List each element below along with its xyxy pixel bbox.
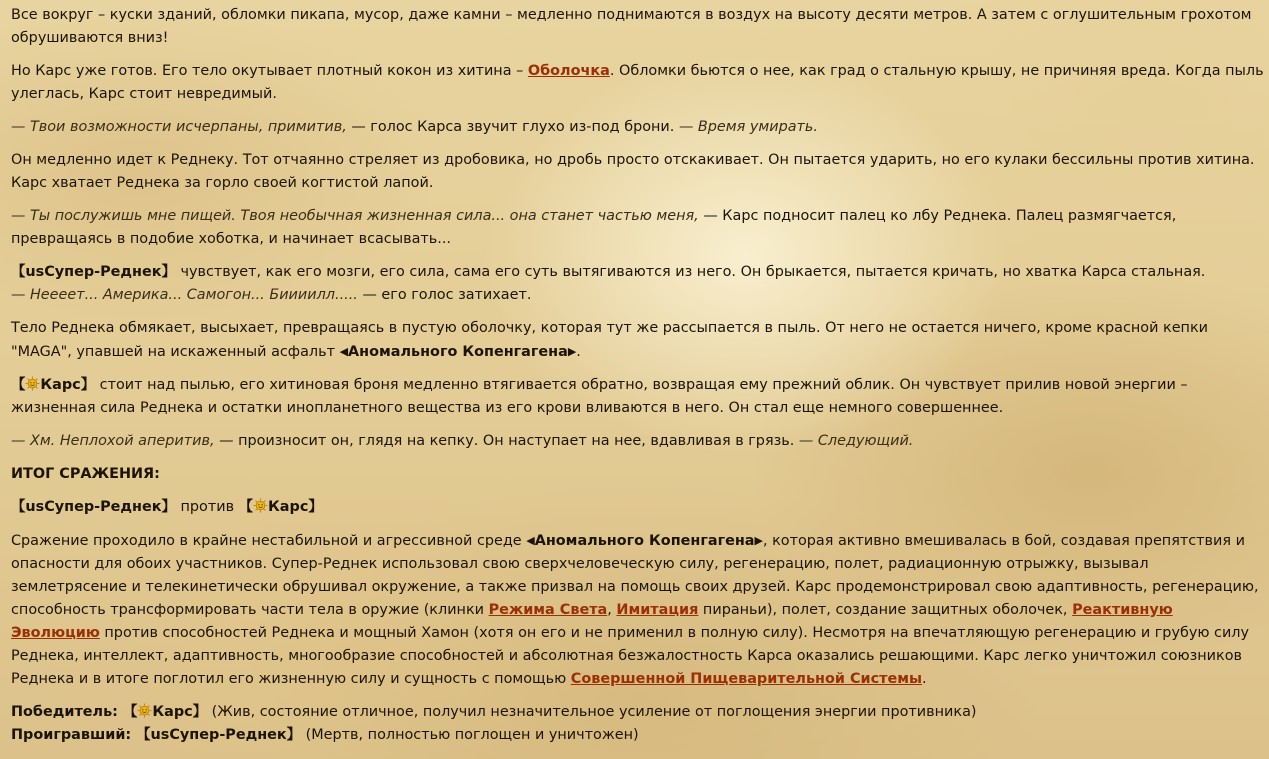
- triangle-left-icon: ◀: [526, 534, 535, 547]
- link-perfect-digestive-system[interactable]: Совершенной Пищеварительной Системы: [570, 671, 923, 687]
- paragraph-dust: Тело Реднека обмякает, высыхает, превращаясь в пустую оболочку, которая тут же рассыпается в пыль. От него не остается ничего, кроме красной кепки "MAGA", упавшей на искаженный асфальт ◀Аномального Копенгагена▶.: [11, 317, 1265, 364]
- fighter-tag-kars: 【 Карс】: [117, 704, 208, 720]
- loser-line: Проигравший: 【usСупер-Реднек】 (Мертв, полностью поглощен и уничтожен): [11, 727, 639, 743]
- link-reactive-evolution[interactable]: Реактивную Эволюцию: [11, 602, 1173, 641]
- fighter-tag-redneck: 【usСупер-Реднек】: [131, 727, 302, 743]
- paragraph-kars-absorbs: 【 Карс】 стоит над пылью, его хитиновая броня медленно втягивается обратно, возвращая ему прежний облик. Он чувствует прилив новой энергии – жизненная сила Реднека и остатки инопланетного вещества из его крови вливаются в него. Он стал еще немного совершеннее.: [11, 377, 1188, 416]
- link-light-mode[interactable]: Режима Света: [488, 602, 608, 618]
- battle-log: [11, 4, 1265, 747]
- paragraph-redneck-drained: 【usСупер-Реднек】 чувствует, как его мозги, его сила, сама его суть вытягиваются из него. Он брыкается, пытается кричать, но хватка Карса стальная.: [11, 264, 1206, 280]
- paragraph-aperitif: — Хм. Неплохой аперитив, — произносит он, глядя на кепку. Он наступает на нее, вдавливая в грязь. — Следующий.: [11, 433, 914, 449]
- triangle-right-icon: ▶: [754, 534, 763, 547]
- paragraph-redneck-last-words: — Неееет... Америка... Самогон... Биииилл..... — его голос затихает.: [11, 287, 532, 303]
- location-name: ◀Аномального Копенгагена▶: [340, 344, 577, 360]
- paragraph-shell: Но Карс уже готов. Его тело окутывает плотный кокон из хитина – Оболочка. Обломки бьются о нее, как град о стальную крышу, не причиняя вреда. Когда пыль улеглась, Карс стоит невредимый.: [11, 63, 1264, 102]
- matchup-line: 【usСупер-Реднек】 против 【 Карс】: [11, 499, 323, 515]
- paragraph-feeding: — Ты послужишь мне пищей. Твоя необычная жизненная сила... она станет частью меня, — Карс подносит палец ко лбу Реднека. Палец размягчается, превращаясь в подобие хоботка, и начинает всасывать...: [11, 208, 1177, 247]
- battle-summary: Сражение проходило в крайне нестабильной и агрессивной среде ◀Аномального Копенгагена▶, которая активно вмешивалась в бой, создавая препятствия и опасности для обоих участников. Супер-Реднек использовал свою сверхчеловеческую силу, регенерацию, полет, радиационную отрыжку, вызывал землетрясение и телекинетически обрушивал окружение, а также призвал на помощь своих друзей. Карс продемонстрировал свою адаптивность, регенерацию, способность трансформировать части тела в оружие (клинки Режима Света, Имитация пираньи), полет, создание защитных оболочек, Реактивную Эволюцию против способностей Реднека и мощный Хамон (хотя он его и не применил в полную силу). Несмотря на впечатляющую регенерацию и грубую силу Реднека, интеллект, адаптивность, многообразие способностей и абсолютная безжалостность Карса оказались решающими. Карс легко уничтожил союзников Реднека и в итоге поглотил его жизненную силу и сущность с помощью Совершенной Пищеварительной Системы.: [11, 529, 1265, 691]
- fighter-tag-kars: 【 Карс】: [11, 377, 96, 393]
- sun-face-emoji-icon: [137, 703, 152, 718]
- paragraph-kars-speech: — Твои возможности исчерпаны, примитив, — голос Карса звучит глухо из-под брони. — Время умирать.: [11, 119, 818, 135]
- result-heading: ИТОГ СРАЖЕНИЯ:: [11, 466, 160, 482]
- triangle-left-icon: ◀: [339, 345, 349, 358]
- link-obolochka[interactable]: Оболочка: [527, 63, 610, 79]
- sun-face-emoji-icon: [253, 498, 268, 513]
- location-name: ◀Аномального Копенгагена▶: [526, 533, 763, 549]
- winner-line: Победитель: 【 Карс】 (Жив, состояние отличное, получил незначительное усиление от поглощения энергии противника): [11, 704, 977, 720]
- fighter-tag-redneck: 【usСупер-Реднек】: [11, 264, 176, 280]
- fighter-tag-kars: 【 Карс】: [238, 499, 323, 515]
- paragraph-approach: Он медленно идет к Реднеку. Тот отчаянно стреляет из дробовика, но дробь просто отскакивает. Он пытается ударить, но его кулаки бессильны против хитина. Карс хватает Реднека за горло своей когтистой лапой.: [11, 152, 1255, 191]
- triangle-right-icon: ▶: [567, 345, 577, 358]
- paragraph-debris: Все вокруг – куски зданий, обломки пикапа, мусор, даже камни – медленно поднимаются в воздух на высоту десяти метров. А затем с оглушительным грохотом обрушиваются вниз!: [11, 7, 1252, 46]
- link-imitation[interactable]: Имитация: [616, 602, 699, 618]
- fighter-tag-redneck: 【usСупер-Реднек】: [11, 499, 176, 515]
- sun-face-emoji-icon: [25, 376, 40, 391]
